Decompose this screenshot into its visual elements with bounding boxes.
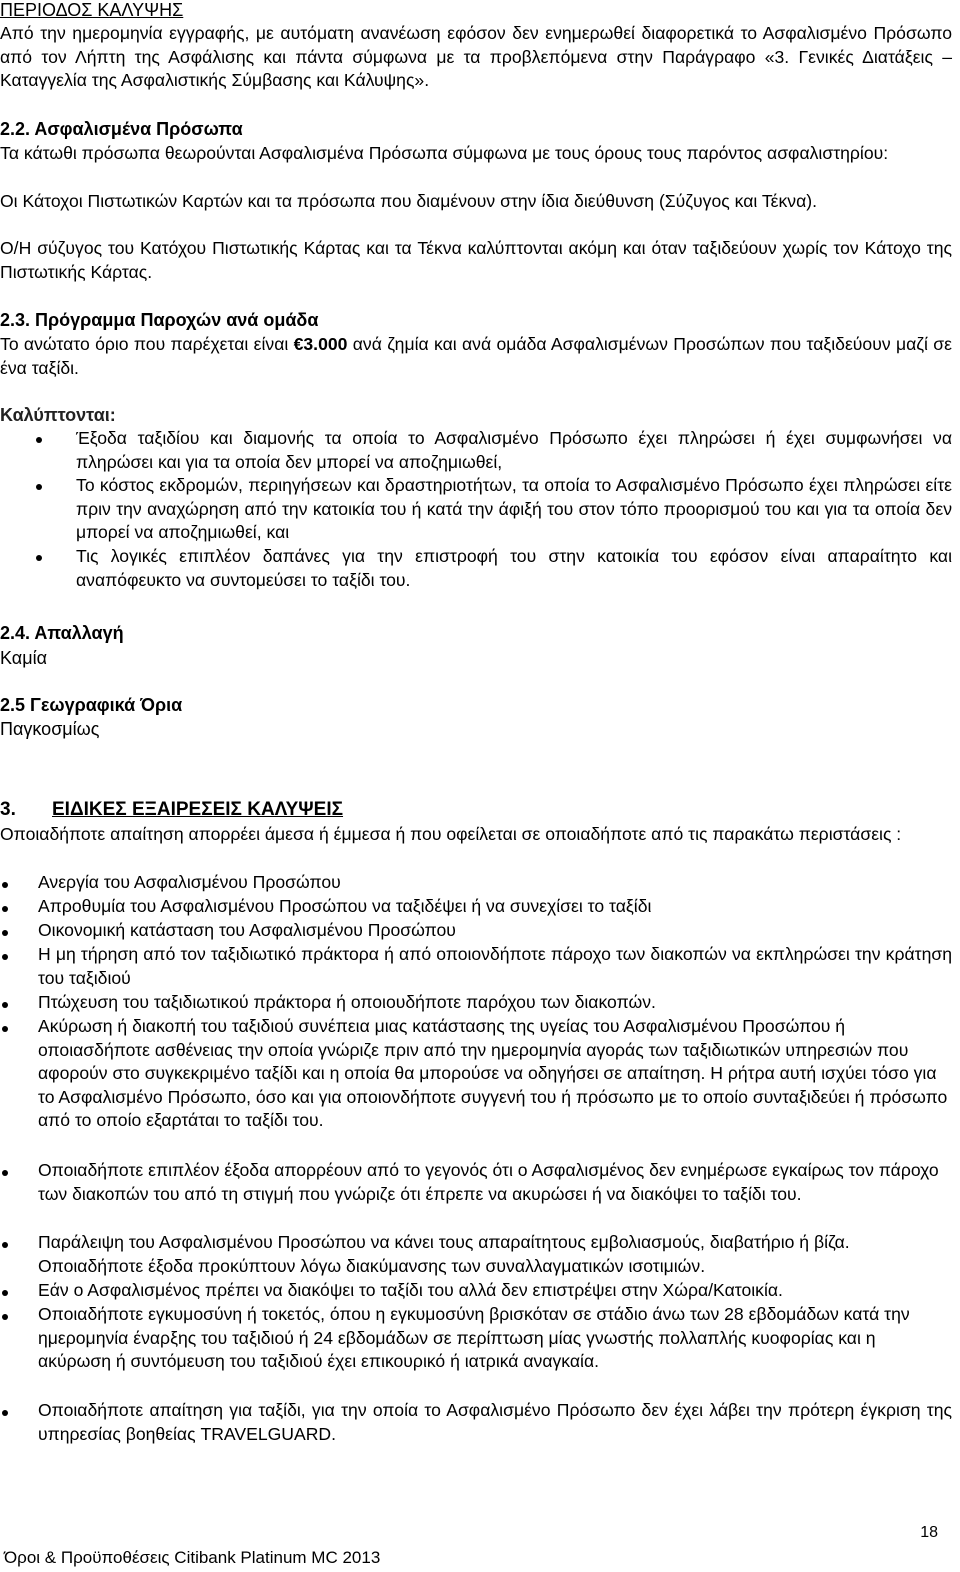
list-item [2, 1399, 952, 1447]
list-item-text: Τις λογικές επιπλέον δαπάνες για την επιστροφή του στην κατοικία του εφόσον είναι απαραίτητο και αναπόφευκτο να συντομεύσει το ταξίδι του. [76, 546, 952, 590]
bullet-icon [2, 1170, 8, 1176]
list-item [2, 991, 952, 1015]
bullet-icon [2, 1242, 8, 1248]
list-item [2, 919, 952, 943]
section-2-4-heading: 2.4. Απαλλαγή [0, 623, 124, 643]
list-item-text: Παράλειψη του Ασφαλισμένου Προσώπου να κάνει τους απαραίτητους εμβολιασμούς, διαβατήριο ή βίζα. Οποιαδήποτε έξοδα προκύπτουν λόγω διακύμανσης των συναλλαγματικών ισοτιμιών. [38, 1232, 850, 1276]
section-2-5-text: Παγκοσμίως [0, 719, 100, 739]
section-2-3-heading: 2.3. Πρόγραμμα Παροχών ανά ομάδα [0, 310, 319, 330]
list-item [36, 545, 952, 592]
list-item-text: Η μη τήρηση από τον ταξιδιωτικό πράκτορα ή από οποιονδήποτε πάροχο των διακοπών να εκπληρώσει την κράτηση του ταξιδιού [38, 944, 952, 988]
list-item-text: Ανεργία του Ασφαλισμένου Προσώπου [38, 872, 341, 892]
list-item-text: Εάν ο Ασφαλισμένος πρέπει να διακόψει το ταξίδι του αλλά δεν επιστρέψει στην Χώρα/Κατοικία. [38, 1280, 783, 1300]
list-item-text: Οποιαδήποτε επιπλέον έξοδα απορρέουν από το γεγονός ότι ο Ασφαλισμένος δεν ενημέρωσε εγκαίρως τον πάροχο των διακοπών του από τη στιγμή που γνώριζε ότι έπρεπε να ακυρώσει ή να διακόψει το ταξίδι του. [38, 1160, 939, 1204]
list-item-text: Ακύρωση ή διακοπή του ταξιδιού συνέπεια μιας κατάστασης της υγείας του Ασφαλισμένου Προσώπου ή οποιασδήποτε ασθένειας την οποία γνώριζε πριν από την ημερομηνία αγοράς των ταξιδιωτικών υπηρεσιών που αφορούν στο συγκεκριμένο ταξίδι και η οποία θα μπορούσε να οδηγήσει σε απαίτηση. Η ρήτρα αυτή ισχύει τόσο για το Ασφαλισμένο Πρόσωπο, όσο και για οποιονδήποτε συγγενή του ή πρόσωπο με το οποίο συνταξιδεύει ή πρόσωπο από το οποίο εξαρτάται το ταξίδι του. [38, 1016, 948, 1131]
list-item [2, 871, 952, 895]
list-item [2, 1231, 952, 1279]
bullet-icon [2, 1290, 8, 1296]
bullet-icon [2, 1410, 8, 1416]
bullet-icon [36, 484, 42, 490]
list-item-text: Πτώχευση του ταξιδιωτικού πράκτορα ή οποιουδήποτε παρόχου των διακοπών. [38, 992, 656, 1012]
bullet-icon [2, 930, 8, 936]
section-3-title: ΕΙΔΙΚΕΣ ΕΞΑΙΡΕΣΕΙΣ ΚΑΛΥΨΕΙΣ [52, 799, 344, 820]
list-item [2, 1279, 952, 1303]
list-item [2, 1303, 952, 1399]
section-3-intro: Οποιαδήποτε απαίτηση απορρέει άμεσα ή έμμεσα ή που οφείλεται σε οποιαδήποτε από τις παρακάτω περιστάσεις : [0, 824, 902, 844]
limit-amount: €3.000 [293, 334, 348, 354]
list-item [36, 474, 952, 545]
list-item [2, 943, 952, 991]
page-number: 18 [920, 1524, 938, 1541]
bullet-icon [2, 882, 8, 888]
section-3-number: 3. [0, 799, 16, 820]
bullet-icon [2, 1002, 8, 1008]
section-2-4-text: Καμία [0, 648, 47, 668]
list-item [2, 1015, 952, 1159]
limit-text-before: Το ανώτατο όριο που παρέχεται είναι [0, 334, 294, 354]
section-2-2-text-1: Τα κάτωθι πρόσωπα θεωρούνται Ασφαλισμένα Πρόσωπα σύμφωνα με τους όρους τους παρόντος ασφαλιστηρίου: [0, 143, 889, 163]
list-item [36, 427, 952, 474]
section-2-2-text-2: Οι Κάτοχοι Πιστωτικών Καρτών και τα πρόσωπα που διαμένουν στην ίδια διεύθυνση (Σύζυγος και Τέκνα). [0, 191, 818, 211]
coverage-period-heading: ΠΕΡΙΟΔΟΣ ΚΑΛΥΨΗΣ [0, 0, 184, 20]
bullet-icon [2, 954, 8, 960]
list-item-text: Οποιαδήποτε απαίτηση για ταξίδι, για την οποία το Ασφαλισμένο Πρόσωπο δεν έχει λάβει την πρότερη έγκριση της υπηρεσίας βοηθείας TRAVELGUARD. [38, 1400, 952, 1444]
section-2-2-heading: 2.2. Ασφαλισμένα Πρόσωπα [0, 119, 243, 139]
section-2-3-text [0, 333, 952, 380]
list-item-text: Το κόστος εκδρομών, περιηγήσεων και δραστηριοτήτων, τα οποία το Ασφαλισμένο Πρόσωπο έχει πληρώσει είτε πριν την αναχώρηση από την κατοικία του ή κατά την άφιξή του στον τόπο προορισμού του και για τα οποία δεν μπορεί να αποζημιωθεί, και [76, 475, 952, 543]
list-item-text: Οικονομική κατάσταση του Ασφαλισμένου Προσώπου [38, 920, 456, 940]
list-item-text: Οποιαδήποτε εγκυμοσύνη ή τοκετός, όπου η εγκυμοσύνη βρισκόταν σε στάδιο άνω των 28 εβδομάδων κατά την ημερομηνία έναρξης του ταξιδιού ή 24 εβδομάδων σε περίπτωση μίας γνωστής πολλαπλής κυοφορίας και η ακύρωση ή συντόμευση του ταξιδιού έχει επικουρικό ή ιατρικά αναγκαία. [38, 1304, 910, 1372]
list-item-text: Απροθυμία του Ασφαλισμένου Προσώπου να ταξιδέψει ή να συνεχίσει το ταξίδι [38, 896, 652, 916]
limit-text-after: ανά ζημία και ανά ομάδα Ασφαλισμένων Προσώπων που ταξιδεύουν μαζί σε ένα ταξίδι. [0, 334, 952, 378]
bullet-icon [36, 555, 42, 561]
exclusions-list [2, 871, 952, 1447]
covered-list [36, 427, 952, 592]
list-item [2, 1159, 952, 1231]
list-item-text: Έξοδα ταξιδίου και διαμονής τα οποία το Ασφαλισμένο Πρόσωπο έχει πληρώσει ή έχει συμφωνήσει να πληρώσει και για τα οποία δεν μπορεί να αποζημιωθεί, [76, 428, 952, 472]
section-3-heading [0, 798, 952, 822]
footer-text: Όροι & Προϋποθέσεις Citibank Platinum MC 2013 [4, 1548, 381, 1567]
coverage-period-text: Από την ημερομηνία εγγραφής, με αυτόματη ανανέωση εφόσον δεν ενημερωθεί διαφορετικά το Ασφαλισμένο Πρόσωπο από τον Λήπτη της Ασφάλισης και πάντα σύμφωνα με τα προβλεπόμενα στην Παράγραφο «3. Γενικές Διατάξεις – Καταγγελία της Ασφαλιστικής Σύμβασης και Κάλυψης». [0, 23, 952, 91]
list-item [2, 895, 952, 919]
bullet-icon [36, 437, 42, 443]
bullet-icon [2, 1026, 8, 1032]
section-2-2-text-3: Ο/Η σύζυγος του Κατόχου Πιστωτικής Κάρτας και τα Τέκνα καλύπτονται ακόμη και όταν ταξιδεύουν χωρίς τον Κάτοχο της Πιστωτικής Κάρτας. [0, 238, 952, 282]
section-2-5-heading: 2.5 Γεωγραφικά Όρια [0, 695, 183, 715]
covered-label: Καλύπτονται: [0, 405, 116, 425]
bullet-icon [2, 1314, 8, 1320]
bullet-icon [2, 906, 8, 912]
